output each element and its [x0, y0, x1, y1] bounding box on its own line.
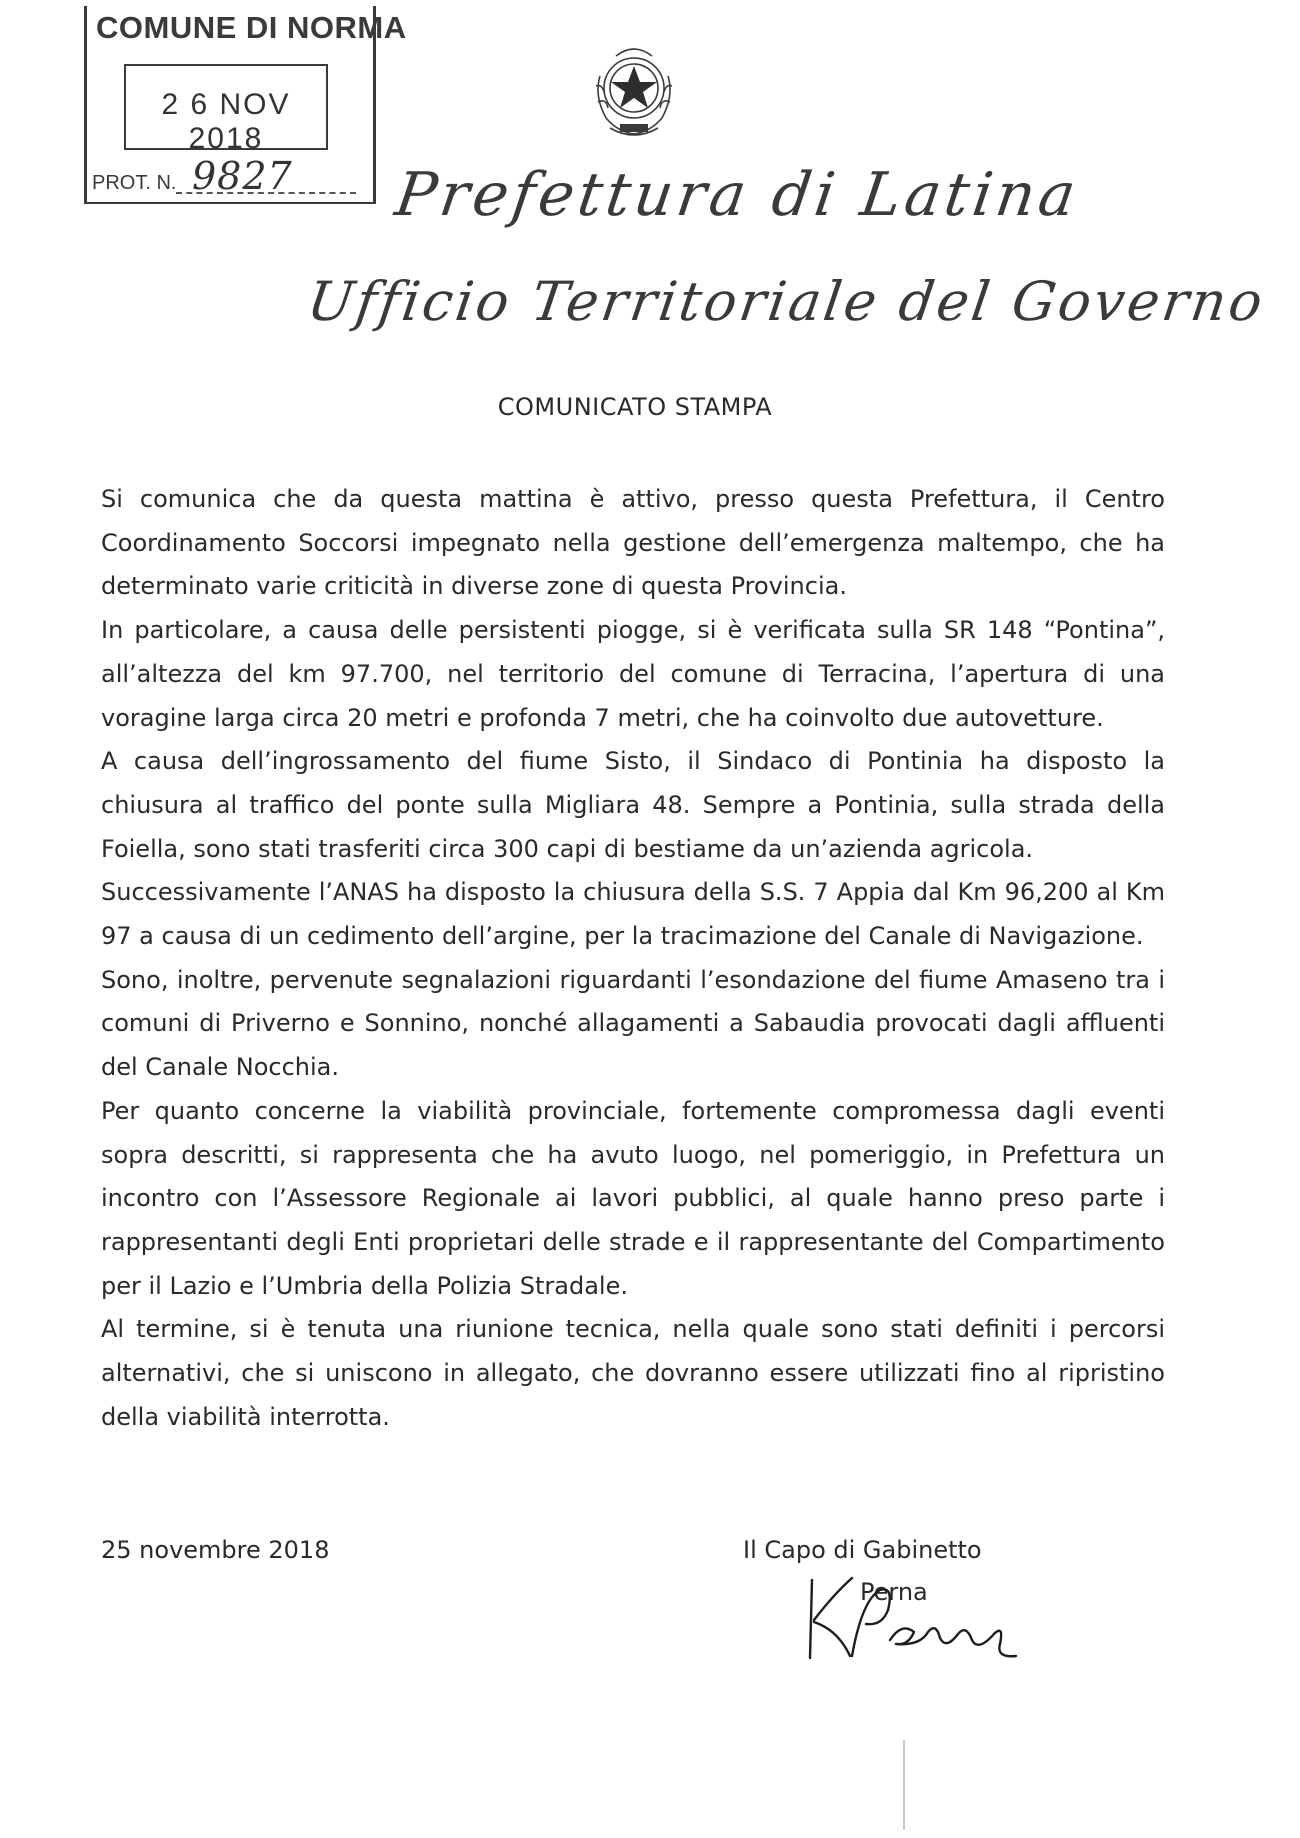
prefecture-title: Prefettura di Latina: [391, 160, 1084, 230]
scan-artifact-line: [903, 1740, 905, 1830]
stamp-protocol-number: 9827: [192, 154, 293, 198]
handwritten-signature: [790, 1560, 1030, 1670]
document-heading: COMUNICATO STAMPA: [497, 393, 773, 421]
document-body: [101, 478, 1165, 1439]
paragraph: Sono, inoltre, pervenute segnalazioni riguardanti l’esondazione del fiume Amaseno tra i comuni di Priverno e Sonnino, nonché allagamenti a Sabaudia provocati dagli affluenti del Canale Nocchia.: [101, 965, 1165, 1082]
republic-emblem-icon: [586, 36, 682, 146]
stamp-date-box: [124, 64, 328, 155]
paragraph: In particolare, a causa delle persistenti piogge, si è verificata sulla SR 148 “Pontina”, all’altezza del km 97.700, nel territorio del comune di Terracina, l’apertura di una voragine larga circa 20 metri e profonda 7 metri, che ha coinvolto due autovetture.: [101, 616, 1165, 732]
document-date: 25 novembre 2018: [101, 1536, 330, 1564]
paragraph: Successivamente l’ANAS ha disposto la chiusura della S.S. 7 Appia dal Km 96,200 al Km 97 a causa di un cedimento dell’argine, per la tracimazione del Canale di Navigazione.: [101, 878, 1165, 951]
stamp-date: 2 6 NOV 2018: [161, 88, 291, 155]
office-subtitle: Ufficio Territoriale del Governo: [303, 270, 1270, 333]
paragraph: Per quanto concerne la viabilità provinciale, fortemente compromessa dagli eventi sopra descritti, si rappresenta che ha avuto luogo, nel pomeriggio, in Prefettura un incontro con l’Assessore Regionale ai lavori pubblici, al quale hanno preso parte i rappresentanti degli Enti proprietari delle strade e il rappresentante del Compartimento per il Lazio e l’Umbria della Polizia Stradale.: [101, 1096, 1165, 1300]
paragraph: Si comunica che da questa mattina è attivo, presso questa Prefettura, il Centro Coordinamento Soccorsi impegnato nella gestione dell’emergenza maltempo, che ha determinato varie criticità in diverse zone di questa Provincia.: [101, 485, 1165, 601]
paragraph: A causa dell’ingrossamento del fiume Sisto, il Sindaco di Pontinia ha disposto la chiusura al traffico del ponte sulla Migliara 48. Sempre a Pontinia, sulla strada della Foiella, sono stati trasferiti circa 300 capi di bestiame da un’azienda agricola.: [101, 747, 1165, 863]
signatory-title: Il Capo di Gabinetto: [743, 1536, 982, 1564]
stamp-organization: COMUNE DI NORMA: [96, 10, 407, 45]
paragraph: Al termine, si è tenuta una riunione tecnica, nella quale sono stati definiti i percorsi alternativi, che si uniscono in allegato, che dovranno essere utilizzati fino al ripristino della viabilità interrotta.: [101, 1315, 1165, 1431]
protocol-stamp: [84, 6, 407, 206]
signatory-name: Perna: [860, 1578, 928, 1606]
stamp-protocol-label: PROT. N.: [92, 172, 177, 194]
